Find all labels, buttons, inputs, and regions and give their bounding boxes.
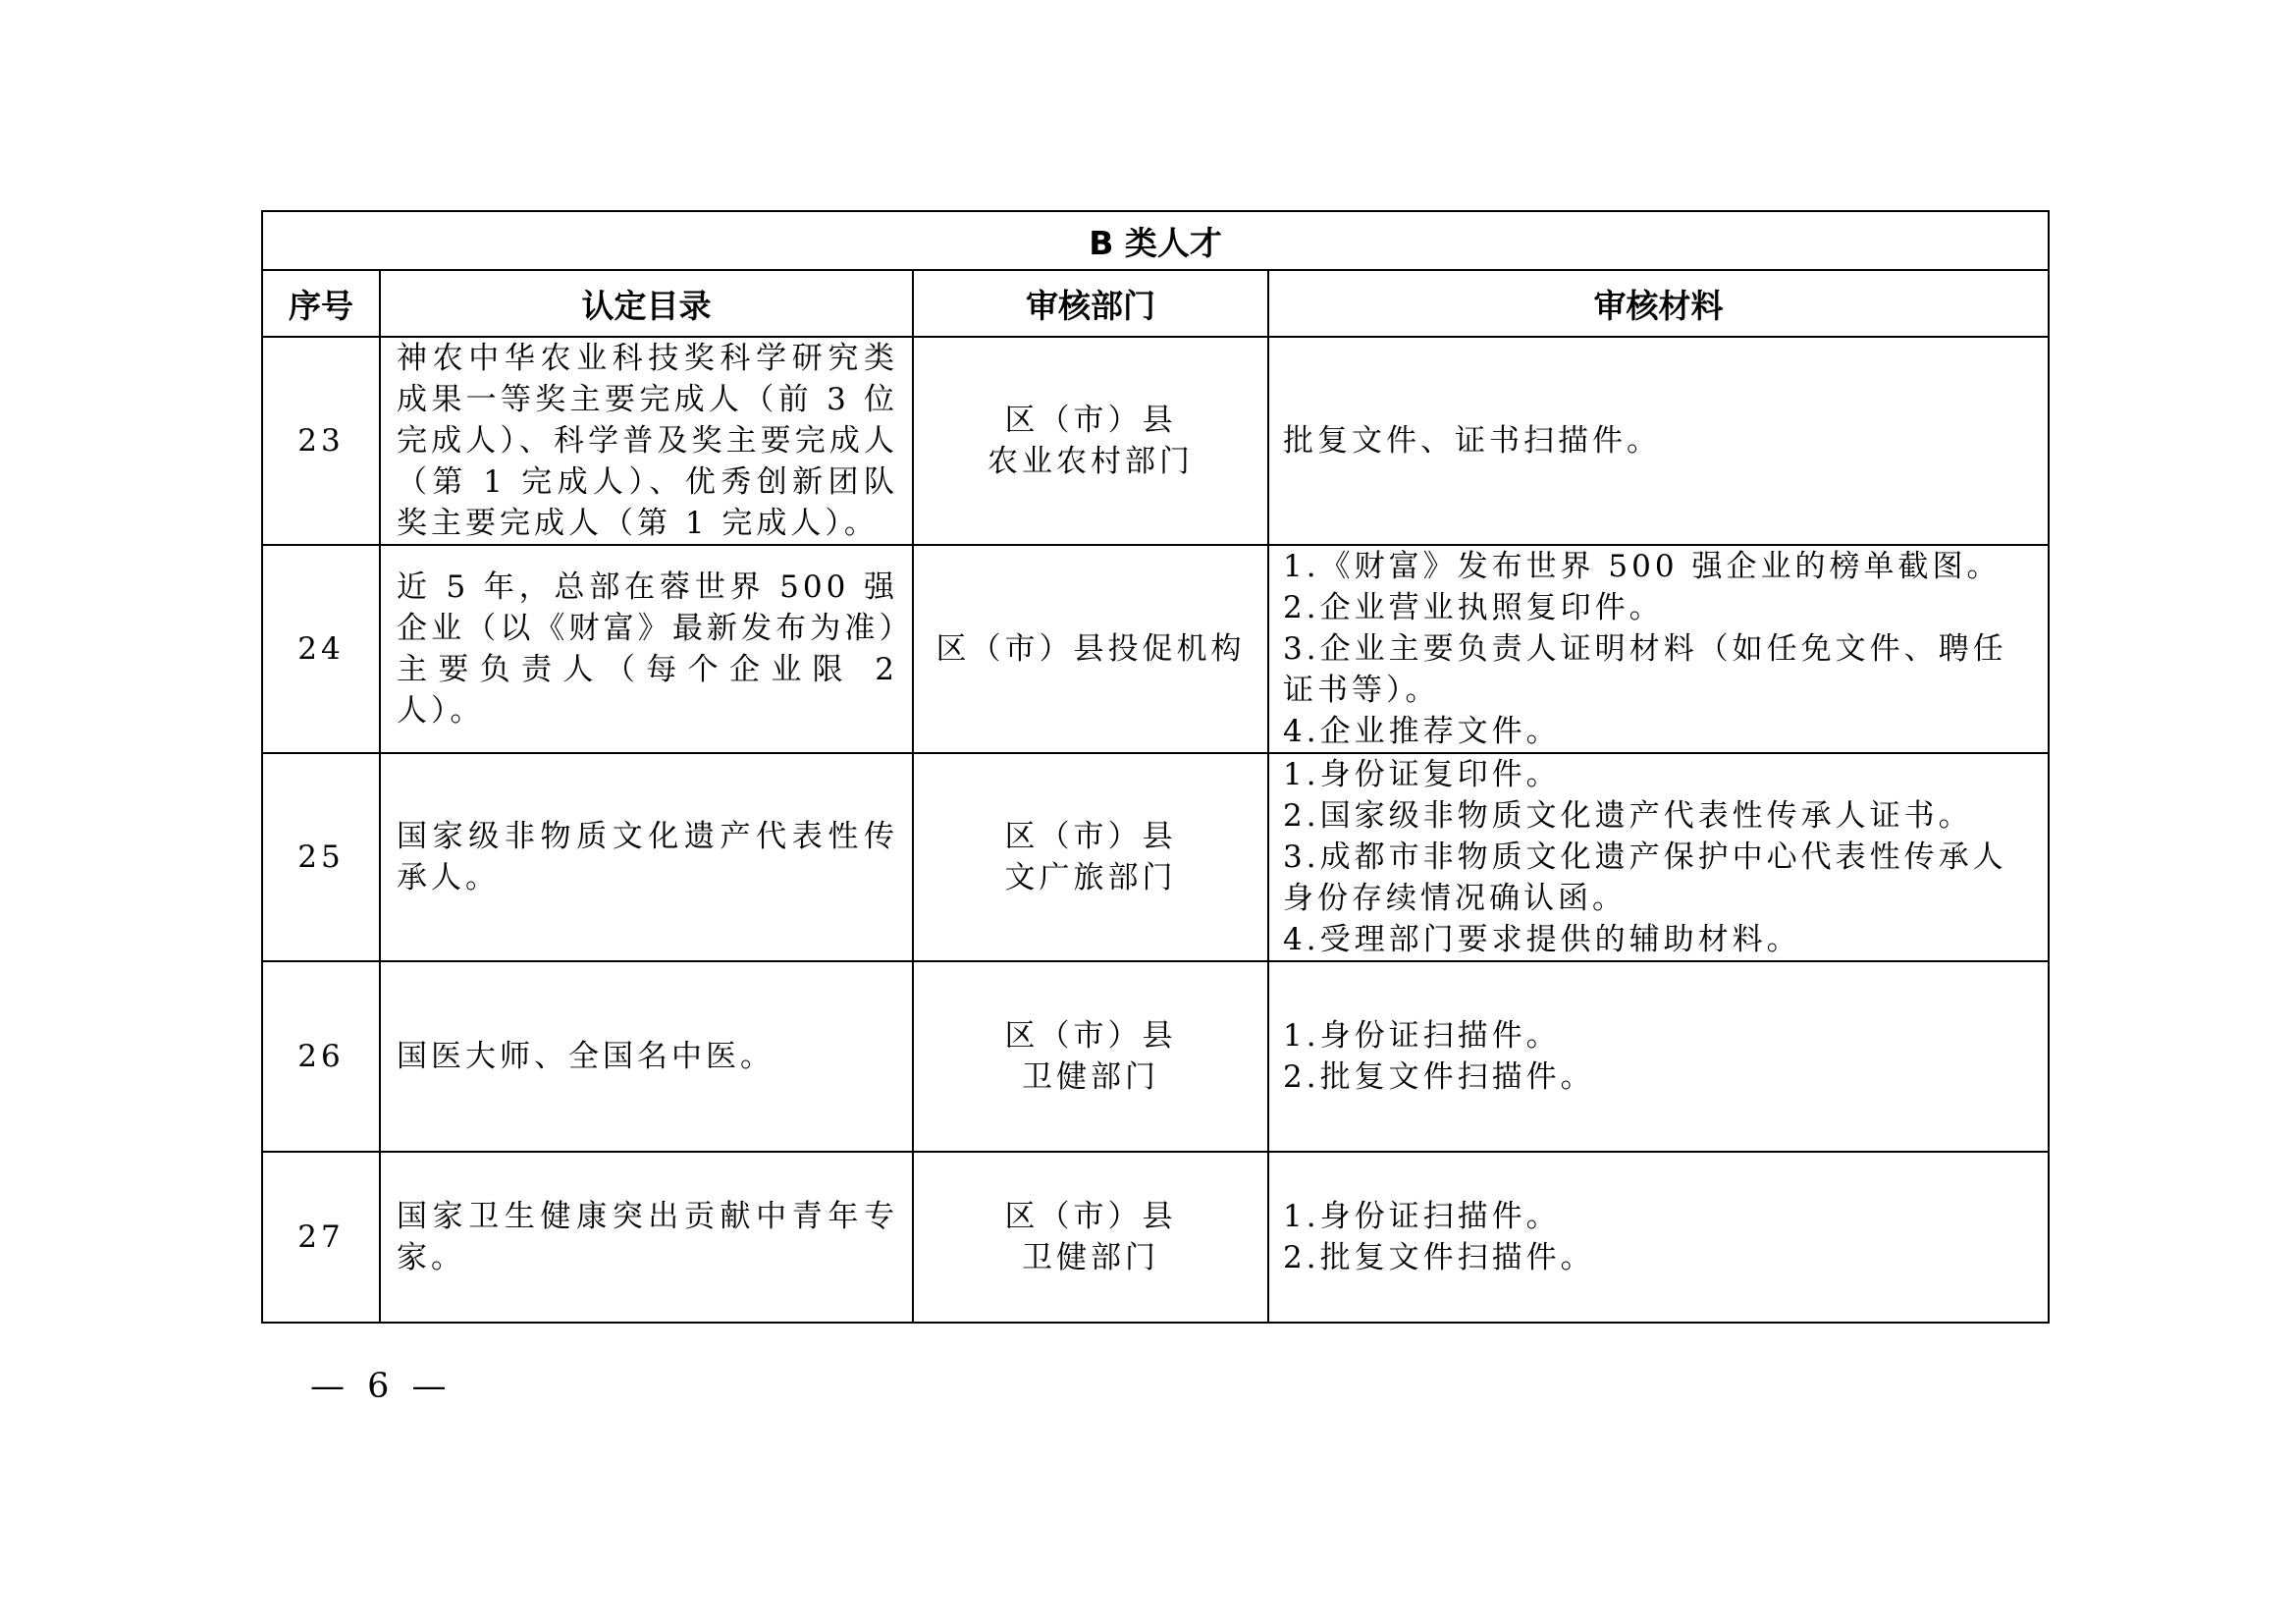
row-catalog: 近 5 年，总部在蓉世界 500 强企业（以《财富》最新发布为准）主要负责人（每个企业限 2 人）。 <box>380 545 913 753</box>
dept-line: 区（市）县 <box>1004 819 1177 854</box>
header-dept: 审核部门 <box>913 270 1268 337</box>
row-number: 23 <box>262 337 380 545</box>
header-catalog: 认定目录 <box>380 270 913 337</box>
row-dept <box>913 1152 1268 1323</box>
row-materials <box>1268 545 2049 753</box>
material-line: 4.企业推荐文件。 <box>1283 714 1561 749</box>
material-line: 批复文件、证书扫描件。 <box>1283 423 1661 459</box>
header-no: 序号 <box>262 270 380 337</box>
material-line: 1.身份证扫描件。 <box>1283 1199 1561 1234</box>
table-title-row <box>262 211 2049 270</box>
dept-line: 区（市）县 <box>1004 403 1177 438</box>
table-title: B 类人才 <box>262 211 2049 270</box>
table-row <box>262 545 2049 753</box>
row-dept <box>913 753 1268 961</box>
material-line: 2.批复文件扫描件。 <box>1283 1059 1595 1095</box>
header-materials: 审核材料 <box>1268 270 2049 337</box>
material-line: 2.批复文件扫描件。 <box>1283 1240 1595 1275</box>
dept-line: 卫健部门 <box>1022 1240 1159 1275</box>
row-number: 27 <box>262 1152 380 1323</box>
row-catalog: 国家卫生健康突出贡献中青年专家。 <box>380 1152 913 1323</box>
row-catalog: 国医大师、全国名中医。 <box>380 961 913 1152</box>
row-number: 25 <box>262 753 380 961</box>
material-line: 4.受理部门要求提供的辅助材料。 <box>1283 922 1801 957</box>
material-line: 2.企业营业执照复印件。 <box>1283 590 1664 625</box>
table-row <box>262 753 2049 961</box>
row-dept <box>913 337 1268 545</box>
dept-line: 区（市）县 <box>1004 1199 1177 1234</box>
material-line: 3.企业主要负责人证明材料（如任免文件、聘任证书等）。 <box>1283 631 2007 708</box>
material-line: 1.身份证扫描件。 <box>1283 1018 1561 1054</box>
dept-line: 区（市）县投促机构 <box>935 631 1246 667</box>
row-materials <box>1268 753 2049 961</box>
table-row <box>262 1152 2049 1323</box>
material-line: 2.国家级非物质文化遗产代表性传承人证书。 <box>1283 798 1973 834</box>
material-line: 3.成都市非物质文化遗产保护中心代表性传承人身份存续情况确认函。 <box>1283 839 2007 916</box>
material-line: 1.《财富》发布世界 500 强企业的榜单截图。 <box>1283 549 2002 584</box>
material-line: 1.身份证复印件。 <box>1283 757 1561 792</box>
dept-line: 卫健部门 <box>1022 1059 1159 1095</box>
page-number: — 6 — <box>310 1367 453 1406</box>
table-row <box>262 961 2049 1152</box>
dept-line: 文广旅部门 <box>1004 860 1177 895</box>
row-catalog: 神农中华农业科技奖科学研究类成果一等奖主要完成人（前 3 位完成人）、科学普及奖主要完成人（第 1 完成人）、优秀创新团队奖主要完成人（第 1 完成人）。 <box>380 337 913 545</box>
row-number: 26 <box>262 961 380 1152</box>
row-materials <box>1268 1152 2049 1323</box>
row-catalog: 国家级非物质文化遗产代表性传承人。 <box>380 753 913 961</box>
table-row <box>262 337 2049 545</box>
dept-line: 区（市）县 <box>1004 1018 1177 1054</box>
table-header-row <box>262 270 2049 337</box>
dept-line: 农业农村部门 <box>988 444 1194 479</box>
row-number: 24 <box>262 545 380 753</box>
talent-catalog-table <box>261 210 2050 1324</box>
row-dept <box>913 961 1268 1152</box>
row-materials <box>1268 961 2049 1152</box>
row-dept <box>913 545 1268 753</box>
row-materials <box>1268 337 2049 545</box>
